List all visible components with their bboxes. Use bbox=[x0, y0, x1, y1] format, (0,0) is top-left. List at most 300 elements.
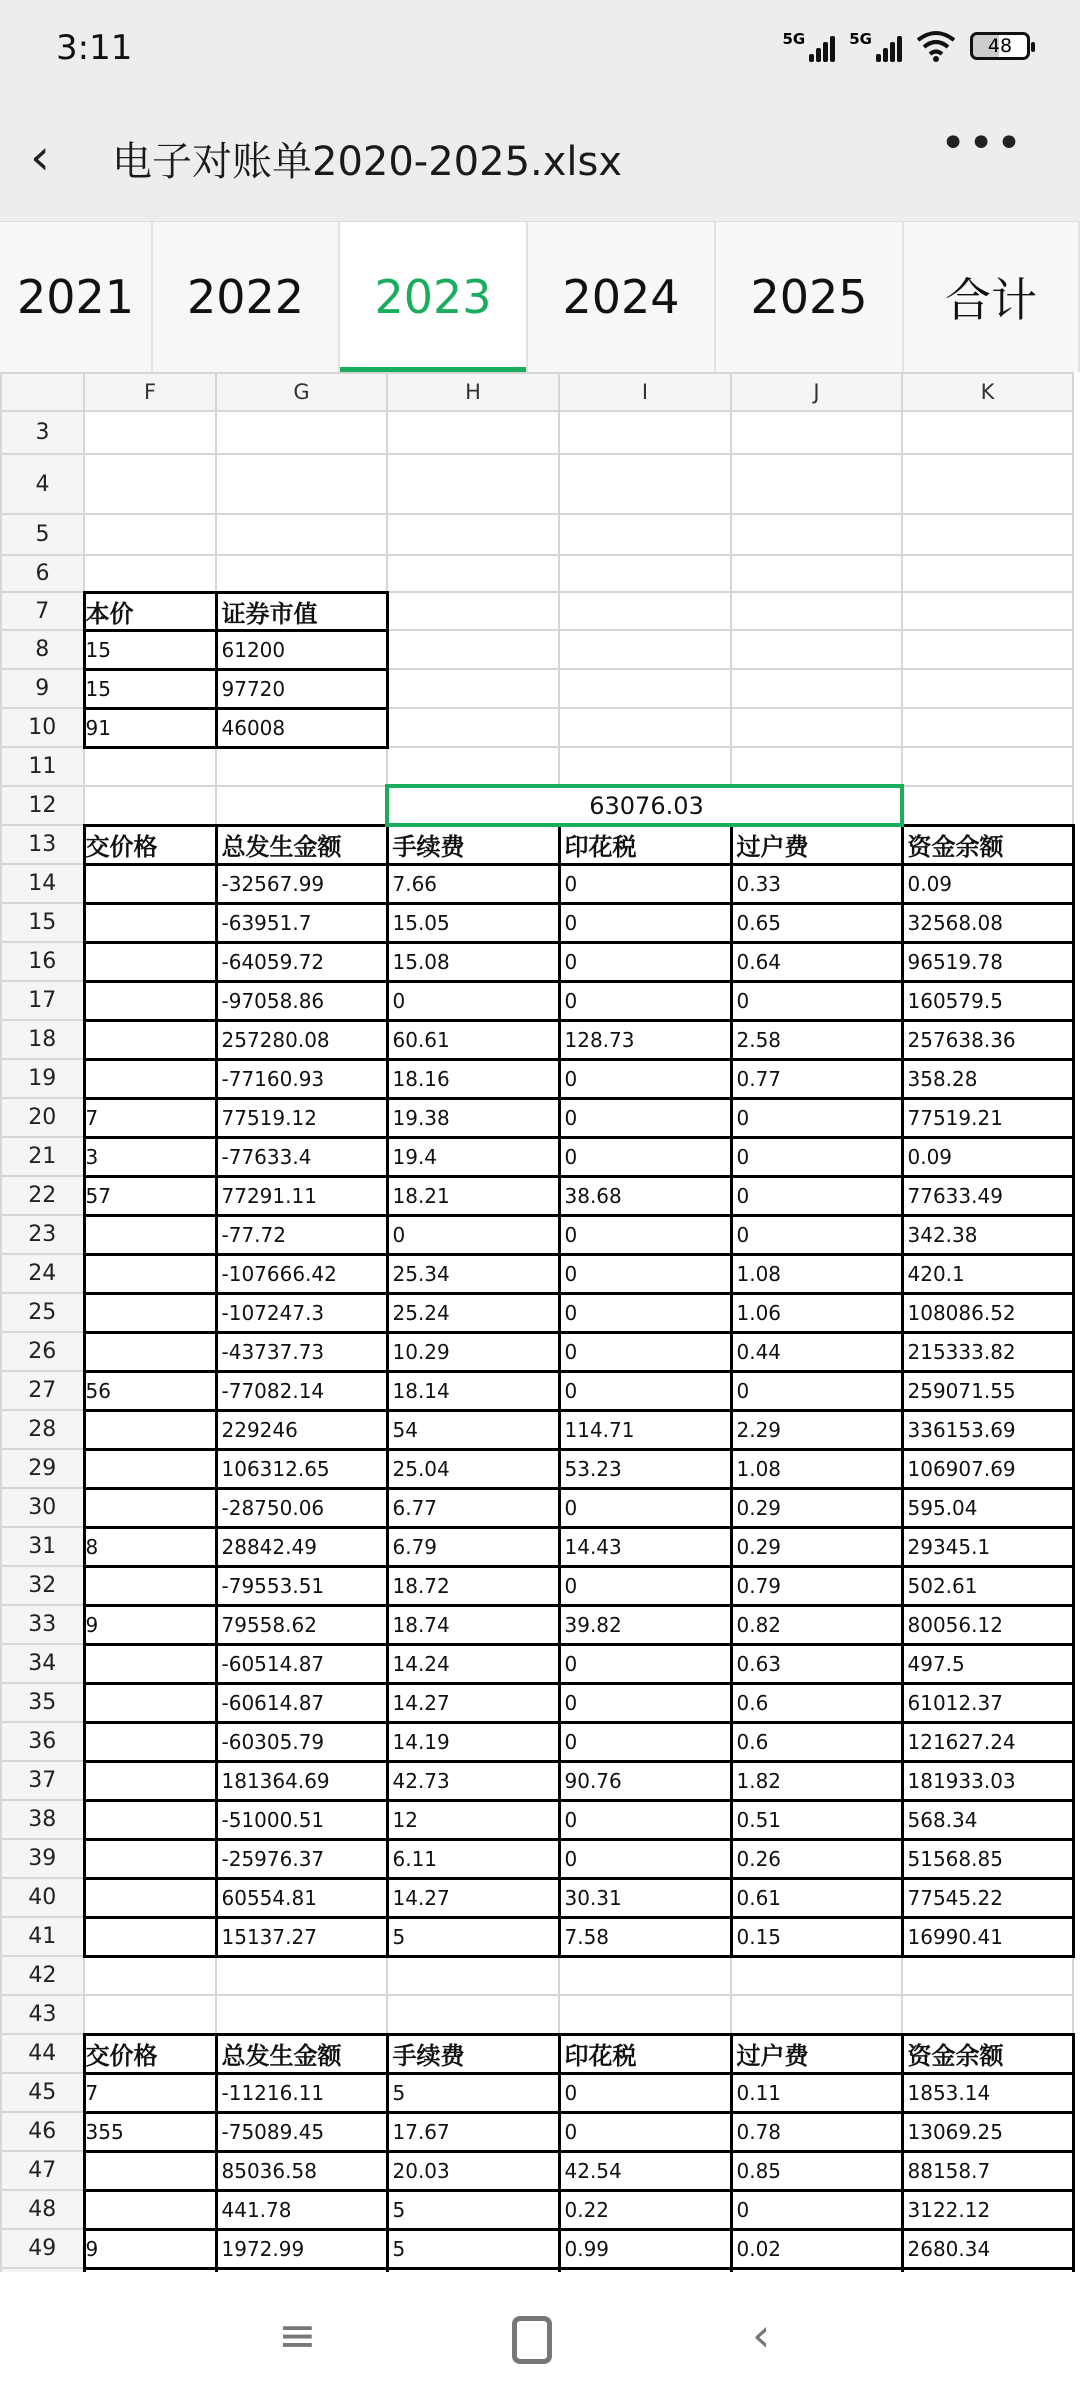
cell[interactable]: 229246 bbox=[216, 1410, 387, 1449]
cell[interactable]: 57 bbox=[84, 1176, 216, 1215]
row-header-31[interactable]: 31 bbox=[1, 1527, 84, 1566]
cell[interactable] bbox=[902, 786, 1073, 825]
cell[interactable]: 0 bbox=[559, 942, 731, 981]
cell[interactable]: -11216.11 bbox=[216, 2073, 387, 2112]
cell[interactable] bbox=[559, 514, 731, 555]
cell[interactable]: 0.11 bbox=[731, 2073, 902, 2112]
cell[interactable]: 0.65 bbox=[731, 903, 902, 942]
cell[interactable]: 0 bbox=[387, 1215, 559, 1254]
cell[interactable]: 0 bbox=[559, 2073, 731, 2112]
cell[interactable]: 77519.21 bbox=[902, 1098, 1073, 1137]
cell[interactable]: 106312.65 bbox=[216, 1449, 387, 1488]
cell[interactable]: 7.66 bbox=[387, 864, 559, 903]
cell[interactable]: -25976.37 bbox=[216, 1839, 387, 1878]
row-header-48[interactable]: 48 bbox=[1, 2190, 84, 2229]
cell[interactable]: 0 bbox=[559, 1839, 731, 1878]
cell[interactable] bbox=[216, 514, 387, 555]
cell[interactable]: 25.34 bbox=[387, 1254, 559, 1293]
cell[interactable] bbox=[387, 1995, 559, 2034]
cell[interactable]: 25.04 bbox=[387, 1449, 559, 1488]
cell[interactable]: -79553.51 bbox=[216, 1566, 387, 1605]
cell[interactable]: 0.6 bbox=[731, 1722, 902, 1761]
cell[interactable]: 10.29 bbox=[387, 1332, 559, 1371]
cell[interactable] bbox=[559, 1956, 731, 1995]
spreadsheet-grid[interactable] bbox=[0, 372, 1080, 2272]
cell[interactable]: 358.28 bbox=[902, 1059, 1073, 1098]
cell[interactable]: 0 bbox=[731, 981, 902, 1020]
row-header-15[interactable]: 15 bbox=[1, 903, 84, 942]
cell[interactable] bbox=[84, 747, 216, 786]
cell[interactable] bbox=[559, 454, 731, 514]
cell[interactable]: 7 bbox=[84, 1098, 216, 1137]
cell[interactable] bbox=[902, 454, 1073, 514]
cell[interactable]: 0.77 bbox=[731, 1059, 902, 1098]
cell[interactable]: 80056.12 bbox=[902, 1605, 1073, 1644]
cell[interactable]: 61012.37 bbox=[902, 1683, 1073, 1722]
cell[interactable] bbox=[84, 1449, 216, 1488]
cell[interactable]: 53.23 bbox=[559, 1449, 731, 1488]
cell[interactable]: 568.34 bbox=[902, 1800, 1073, 1839]
cell[interactable]: 15137.27 bbox=[216, 1917, 387, 1956]
row-header-40[interactable]: 40 bbox=[1, 1878, 84, 1917]
cell[interactable] bbox=[84, 1293, 216, 1332]
cell[interactable] bbox=[84, 1644, 216, 1683]
cell[interactable] bbox=[902, 630, 1073, 669]
cell[interactable]: 90.76 bbox=[559, 1761, 731, 1800]
cell[interactable]: 0.6 bbox=[731, 1683, 902, 1722]
cell[interactable]: 0 bbox=[559, 2112, 731, 2151]
column-header-J[interactable]: J bbox=[731, 373, 902, 411]
cell[interactable]: -60305.79 bbox=[216, 1722, 387, 1761]
cell[interactable] bbox=[216, 1956, 387, 1995]
cell[interactable]: 0 bbox=[559, 1800, 731, 1839]
cell[interactable] bbox=[84, 1254, 216, 1293]
row-header-19[interactable]: 19 bbox=[1, 1059, 84, 1098]
cell[interactable]: 5 bbox=[387, 2190, 559, 2229]
cell[interactable]: 5 bbox=[387, 1917, 559, 1956]
cell[interactable] bbox=[84, 942, 216, 981]
cell[interactable]: 42.54 bbox=[559, 2151, 731, 2190]
row-header-49[interactable]: 49 bbox=[1, 2229, 84, 2268]
cell[interactable]: 6.77 bbox=[387, 1488, 559, 1527]
cell[interactable] bbox=[731, 708, 902, 747]
row-header-4[interactable]: 4 bbox=[1, 454, 84, 514]
cell[interactable] bbox=[387, 592, 559, 630]
row-header-38[interactable]: 38 bbox=[1, 1800, 84, 1839]
cell[interactable] bbox=[559, 630, 731, 669]
cell[interactable] bbox=[84, 1917, 216, 1956]
cell[interactable]: 0 bbox=[559, 1488, 731, 1527]
cell[interactable]: 1.82 bbox=[731, 1761, 902, 1800]
cell[interactable]: 32568.08 bbox=[902, 903, 1073, 942]
cell[interactable] bbox=[216, 747, 387, 786]
row-header-9[interactable]: 9 bbox=[1, 669, 84, 708]
cell[interactable]: 0.99 bbox=[559, 2229, 731, 2268]
cell[interactable]: -75089.45 bbox=[216, 2112, 387, 2151]
cell[interactable]: 0 bbox=[559, 1059, 731, 1098]
cell[interactable] bbox=[731, 454, 902, 514]
cell[interactable] bbox=[731, 669, 902, 708]
cell[interactable]: 0.09 bbox=[902, 1137, 1073, 1176]
cell[interactable]: 257280.08 bbox=[216, 1020, 387, 1059]
cell[interactable]: 28842.49 bbox=[216, 1527, 387, 1566]
cell[interactable]: 0.85 bbox=[731, 2151, 902, 2190]
cell[interactable] bbox=[559, 747, 731, 786]
cell[interactable]: 88158.7 bbox=[902, 2151, 1073, 2190]
column-label-cell[interactable]: 过户费 bbox=[731, 2034, 902, 2073]
cell[interactable]: 18.16 bbox=[387, 1059, 559, 1098]
row-header-26[interactable]: 26 bbox=[1, 1332, 84, 1371]
cell[interactable]: 25.24 bbox=[387, 1293, 559, 1332]
column-header-K[interactable]: K bbox=[902, 373, 1073, 411]
cell[interactable]: 502.61 bbox=[902, 1566, 1073, 1605]
cell[interactable]: 0.02 bbox=[731, 2229, 902, 2268]
row-header-21[interactable]: 21 bbox=[1, 1137, 84, 1176]
cell[interactable]: 0.15 bbox=[731, 1917, 902, 1956]
cell[interactable]: 0 bbox=[559, 1722, 731, 1761]
cell[interactable]: 54 bbox=[387, 1410, 559, 1449]
cell[interactable] bbox=[902, 708, 1073, 747]
cell[interactable] bbox=[559, 555, 731, 592]
tab-2022[interactable]: 2022 bbox=[153, 222, 340, 372]
cell[interactable]: 0.29 bbox=[731, 1488, 902, 1527]
cell[interactable] bbox=[731, 514, 902, 555]
corner-cell[interactable] bbox=[1, 373, 84, 411]
row-header-18[interactable]: 18 bbox=[1, 1020, 84, 1059]
cell[interactable]: -32567.99 bbox=[216, 864, 387, 903]
column-label-cell[interactable]: 总发生金额 bbox=[216, 825, 387, 864]
cell[interactable]: 0 bbox=[559, 1644, 731, 1683]
cell[interactable] bbox=[387, 1956, 559, 1995]
cell[interactable]: 9 bbox=[84, 2229, 216, 2268]
row-header-32[interactable]: 32 bbox=[1, 1566, 84, 1605]
cell[interactable] bbox=[84, 1332, 216, 1371]
row-header-39[interactable]: 39 bbox=[1, 1839, 84, 1878]
cell[interactable]: 5 bbox=[387, 2229, 559, 2268]
cell[interactable]: -77.72 bbox=[216, 1215, 387, 1254]
row-header-42[interactable]: 42 bbox=[1, 1956, 84, 1995]
cell[interactable]: 0.09 bbox=[902, 864, 1073, 903]
row-header-7[interactable]: 7 bbox=[1, 592, 84, 630]
cell[interactable]: 0.78 bbox=[731, 2112, 902, 2151]
cell[interactable]: 128.73 bbox=[559, 1020, 731, 1059]
cell[interactable]: 0 bbox=[559, 903, 731, 942]
row-header-13[interactable]: 13 bbox=[1, 825, 84, 864]
cell[interactable]: 106907.69 bbox=[902, 1449, 1073, 1488]
cell[interactable]: -64059.72 bbox=[216, 942, 387, 981]
row-header-29[interactable]: 29 bbox=[1, 1449, 84, 1488]
cell[interactable]: -77160.93 bbox=[216, 1059, 387, 1098]
cell[interactable]: 0 bbox=[731, 1098, 902, 1137]
more-button[interactable]: ••• bbox=[940, 118, 1024, 169]
cell[interactable] bbox=[559, 1995, 731, 2034]
cell[interactable]: 60554.81 bbox=[216, 1878, 387, 1917]
cell[interactable]: 0.61 bbox=[731, 1878, 902, 1917]
cell[interactable]: 60.61 bbox=[387, 1020, 559, 1059]
cell[interactable]: 1853.14 bbox=[902, 2073, 1073, 2112]
back-button[interactable]: ‹ bbox=[30, 128, 50, 186]
column-label-cell[interactable]: 总发生金额 bbox=[216, 2034, 387, 2073]
column-label-cell[interactable]: 资金余额 bbox=[902, 825, 1073, 864]
cell[interactable] bbox=[387, 411, 559, 454]
cell[interactable]: 14.19 bbox=[387, 1722, 559, 1761]
row-header-8[interactable]: 8 bbox=[1, 630, 84, 669]
cell[interactable]: 7 bbox=[84, 2073, 216, 2112]
cell[interactable]: 2.58 bbox=[731, 1020, 902, 1059]
cell[interactable]: 14.24 bbox=[387, 1644, 559, 1683]
cell[interactable]: -51000.51 bbox=[216, 1800, 387, 1839]
cell[interactable] bbox=[902, 411, 1073, 454]
cell[interactable] bbox=[559, 708, 731, 747]
cell[interactable] bbox=[559, 592, 731, 630]
cell[interactable]: 77545.22 bbox=[902, 1878, 1073, 1917]
cell[interactable] bbox=[84, 1878, 216, 1917]
cell[interactable]: 1.06 bbox=[731, 1293, 902, 1332]
cell[interactable] bbox=[84, 411, 216, 454]
cell[interactable]: 0 bbox=[559, 1215, 731, 1254]
cell[interactable]: 0.79 bbox=[731, 1566, 902, 1605]
cell[interactable]: 420.1 bbox=[902, 1254, 1073, 1293]
row-header-24[interactable]: 24 bbox=[1, 1254, 84, 1293]
row-header-17[interactable]: 17 bbox=[1, 981, 84, 1020]
cell[interactable] bbox=[902, 1995, 1073, 2034]
cell[interactable]: 108086.52 bbox=[902, 1293, 1073, 1332]
column-header-H[interactable]: H bbox=[387, 373, 559, 411]
cell[interactable] bbox=[216, 411, 387, 454]
cell[interactable]: 15.08 bbox=[387, 942, 559, 981]
cell[interactable] bbox=[387, 708, 559, 747]
cell[interactable] bbox=[84, 981, 216, 1020]
cell[interactable] bbox=[84, 1761, 216, 1800]
cell[interactable] bbox=[731, 555, 902, 592]
cell[interactable]: 0 bbox=[559, 981, 731, 1020]
cell[interactable]: 30.31 bbox=[559, 1878, 731, 1917]
cell[interactable]: 97720 bbox=[216, 669, 387, 708]
cell[interactable] bbox=[84, 1566, 216, 1605]
cell[interactable] bbox=[84, 454, 216, 514]
cell[interactable] bbox=[902, 514, 1073, 555]
row-header-6[interactable]: 6 bbox=[1, 555, 84, 592]
cell[interactable]: 342.38 bbox=[902, 1215, 1073, 1254]
cell[interactable]: 0 bbox=[387, 981, 559, 1020]
cell[interactable] bbox=[84, 1800, 216, 1839]
cell[interactable]: 7.58 bbox=[559, 1917, 731, 1956]
cell[interactable]: 18.72 bbox=[387, 1566, 559, 1605]
cell[interactable] bbox=[387, 514, 559, 555]
cell[interactable]: -97058.86 bbox=[216, 981, 387, 1020]
cell[interactable]: 1.08 bbox=[731, 1449, 902, 1488]
row-header-20[interactable]: 20 bbox=[1, 1098, 84, 1137]
cell[interactable]: 51568.85 bbox=[902, 1839, 1073, 1878]
cell[interactable]: 121627.24 bbox=[902, 1722, 1073, 1761]
cell[interactable]: 8 bbox=[84, 1527, 216, 1566]
column-header-F[interactable]: F bbox=[84, 373, 216, 411]
cell[interactable]: -63951.7 bbox=[216, 903, 387, 942]
row-header-34[interactable]: 34 bbox=[1, 1644, 84, 1683]
cell[interactable]: 0 bbox=[559, 1293, 731, 1332]
cell[interactable] bbox=[84, 1410, 216, 1449]
cell[interactable]: 0.64 bbox=[731, 942, 902, 981]
cell[interactable]: 14.43 bbox=[559, 1527, 731, 1566]
cell[interactable] bbox=[84, 1722, 216, 1761]
cell[interactable] bbox=[902, 669, 1073, 708]
cell[interactable] bbox=[731, 592, 902, 630]
cell[interactable]: 355 bbox=[84, 2112, 216, 2151]
cell[interactable]: 18.21 bbox=[387, 1176, 559, 1215]
cell[interactable]: 42.73 bbox=[387, 1761, 559, 1800]
cell[interactable] bbox=[216, 454, 387, 514]
row-header-33[interactable]: 33 bbox=[1, 1605, 84, 1644]
cell[interactable]: 114.71 bbox=[559, 1410, 731, 1449]
cell[interactable]: 0 bbox=[731, 1215, 902, 1254]
row-header-14[interactable]: 14 bbox=[1, 864, 84, 903]
cell[interactable] bbox=[84, 1683, 216, 1722]
cell[interactable] bbox=[731, 1956, 902, 1995]
column-label-cell[interactable]: 过户费 bbox=[731, 825, 902, 864]
cell[interactable]: 0 bbox=[559, 1371, 731, 1410]
cell[interactable] bbox=[902, 592, 1073, 630]
cell[interactable] bbox=[902, 1956, 1073, 1995]
cell[interactable]: 5 bbox=[387, 2073, 559, 2112]
cell[interactable] bbox=[902, 555, 1073, 592]
cell[interactable]: 77519.12 bbox=[216, 1098, 387, 1137]
cell[interactable] bbox=[731, 747, 902, 786]
cell[interactable] bbox=[84, 1215, 216, 1254]
cell[interactable]: 259071.55 bbox=[902, 1371, 1073, 1410]
cell[interactable]: 0 bbox=[559, 1098, 731, 1137]
home-icon[interactable] bbox=[512, 2316, 552, 2364]
cell[interactable]: 61200 bbox=[216, 630, 387, 669]
row-header-5[interactable]: 5 bbox=[1, 514, 84, 555]
cell[interactable]: 6.79 bbox=[387, 1527, 559, 1566]
cell[interactable] bbox=[216, 555, 387, 592]
cell[interactable]: 0.29 bbox=[731, 1527, 902, 1566]
cell[interactable]: -77633.4 bbox=[216, 1137, 387, 1176]
cell[interactable]: 0.44 bbox=[731, 1332, 902, 1371]
cell[interactable] bbox=[84, 903, 216, 942]
cell[interactable]: 14.27 bbox=[387, 1683, 559, 1722]
row-header-46[interactable]: 46 bbox=[1, 2112, 84, 2151]
cell[interactable]: 0 bbox=[731, 1176, 902, 1215]
cell[interactable]: 18.14 bbox=[387, 1371, 559, 1410]
row-header-47[interactable]: 47 bbox=[1, 2151, 84, 2190]
cell[interactable] bbox=[84, 514, 216, 555]
cell[interactable]: 3122.12 bbox=[902, 2190, 1073, 2229]
cell[interactable] bbox=[84, 864, 216, 903]
cell[interactable] bbox=[216, 786, 387, 825]
column-label-cell[interactable]: 手续费 bbox=[387, 2034, 559, 2073]
cell[interactable]: 0 bbox=[731, 1371, 902, 1410]
cell[interactable]: 18.74 bbox=[387, 1605, 559, 1644]
cell[interactable]: 85036.58 bbox=[216, 2151, 387, 2190]
cell[interactable]: 77633.49 bbox=[902, 1176, 1073, 1215]
cell[interactable]: -28750.06 bbox=[216, 1488, 387, 1527]
cell[interactable] bbox=[84, 1839, 216, 1878]
cell[interactable]: 257638.36 bbox=[902, 1020, 1073, 1059]
cell[interactable]: 96519.78 bbox=[902, 942, 1073, 981]
cell[interactable]: 1972.99 bbox=[216, 2229, 387, 2268]
cell[interactable]: 0 bbox=[559, 1566, 731, 1605]
tab-2025[interactable]: 2025 bbox=[716, 222, 904, 372]
row-header-44[interactable]: 44 bbox=[1, 2034, 84, 2073]
column-label-cell[interactable]: 印花税 bbox=[559, 825, 731, 864]
cell[interactable] bbox=[84, 786, 216, 825]
cell[interactable]: 0.63 bbox=[731, 1644, 902, 1683]
cell[interactable]: -77082.14 bbox=[216, 1371, 387, 1410]
row-header-11[interactable]: 11 bbox=[1, 747, 84, 786]
cell[interactable]: 0.22 bbox=[559, 2190, 731, 2229]
cell[interactable]: 336153.69 bbox=[902, 1410, 1073, 1449]
selected-cell[interactable]: 63076.03 bbox=[387, 786, 902, 825]
cell[interactable] bbox=[731, 630, 902, 669]
row-header-27[interactable]: 27 bbox=[1, 1371, 84, 1410]
cell[interactable]: 本价 bbox=[84, 592, 216, 630]
cell[interactable]: 0.51 bbox=[731, 1800, 902, 1839]
cell[interactable] bbox=[559, 411, 731, 454]
row-header-43[interactable]: 43 bbox=[1, 1995, 84, 2034]
tab-2023[interactable]: 2023 bbox=[340, 222, 528, 372]
row-header-30[interactable]: 30 bbox=[1, 1488, 84, 1527]
cell[interactable]: 13069.25 bbox=[902, 2112, 1073, 2151]
cell[interactable] bbox=[84, 1059, 216, 1098]
cell[interactable] bbox=[216, 1995, 387, 2034]
tab-合计[interactable]: 合计 bbox=[904, 222, 1080, 372]
cell[interactable] bbox=[84, 2151, 216, 2190]
cell[interactable]: 56 bbox=[84, 1371, 216, 1410]
cell[interactable]: -107247.3 bbox=[216, 1293, 387, 1332]
cell[interactable]: 497.5 bbox=[902, 1644, 1073, 1683]
cell[interactable]: 14.27 bbox=[387, 1878, 559, 1917]
cell[interactable] bbox=[902, 747, 1073, 786]
cell[interactable]: 20.03 bbox=[387, 2151, 559, 2190]
column-header-I[interactable]: I bbox=[559, 373, 731, 411]
cell[interactable]: -107666.42 bbox=[216, 1254, 387, 1293]
tab-2024[interactable]: 2024 bbox=[528, 222, 716, 372]
cell[interactable] bbox=[387, 669, 559, 708]
cell[interactable] bbox=[84, 1020, 216, 1059]
cell[interactable]: 0.33 bbox=[731, 864, 902, 903]
cell[interactable]: 91 bbox=[84, 708, 216, 747]
cell[interactable]: 0 bbox=[559, 1683, 731, 1722]
cell[interactable]: 181364.69 bbox=[216, 1761, 387, 1800]
tab-2021[interactable]: 2021 bbox=[0, 222, 153, 372]
cell[interactable]: -60514.87 bbox=[216, 1644, 387, 1683]
cell[interactable]: 3 bbox=[84, 1137, 216, 1176]
cell[interactable]: 证券市值 bbox=[216, 592, 387, 630]
cell[interactable]: 0.82 bbox=[731, 1605, 902, 1644]
cell[interactable] bbox=[731, 411, 902, 454]
cell[interactable] bbox=[387, 454, 559, 514]
cell[interactable] bbox=[731, 1995, 902, 2034]
back-icon[interactable]: ‹ bbox=[752, 2308, 771, 2362]
row-header-25[interactable]: 25 bbox=[1, 1293, 84, 1332]
column-label-cell[interactable]: 资金余额 bbox=[902, 2034, 1073, 2073]
row-header-23[interactable]: 23 bbox=[1, 1215, 84, 1254]
column-label-cell[interactable]: 交价格 bbox=[84, 825, 216, 864]
cell[interactable]: 29345.1 bbox=[902, 1527, 1073, 1566]
cell[interactable]: 19.4 bbox=[387, 1137, 559, 1176]
cell[interactable]: 6.11 bbox=[387, 1839, 559, 1878]
cell[interactable]: 181933.03 bbox=[902, 1761, 1073, 1800]
cell[interactable] bbox=[84, 2190, 216, 2229]
cell[interactable]: 77291.11 bbox=[216, 1176, 387, 1215]
cell[interactable]: 19.38 bbox=[387, 1098, 559, 1137]
cell[interactable]: 0 bbox=[559, 1332, 731, 1371]
row-header-16[interactable]: 16 bbox=[1, 942, 84, 981]
cell[interactable] bbox=[84, 555, 216, 592]
column-label-cell[interactable]: 交价格 bbox=[84, 2034, 216, 2073]
cell[interactable]: 215333.82 bbox=[902, 1332, 1073, 1371]
